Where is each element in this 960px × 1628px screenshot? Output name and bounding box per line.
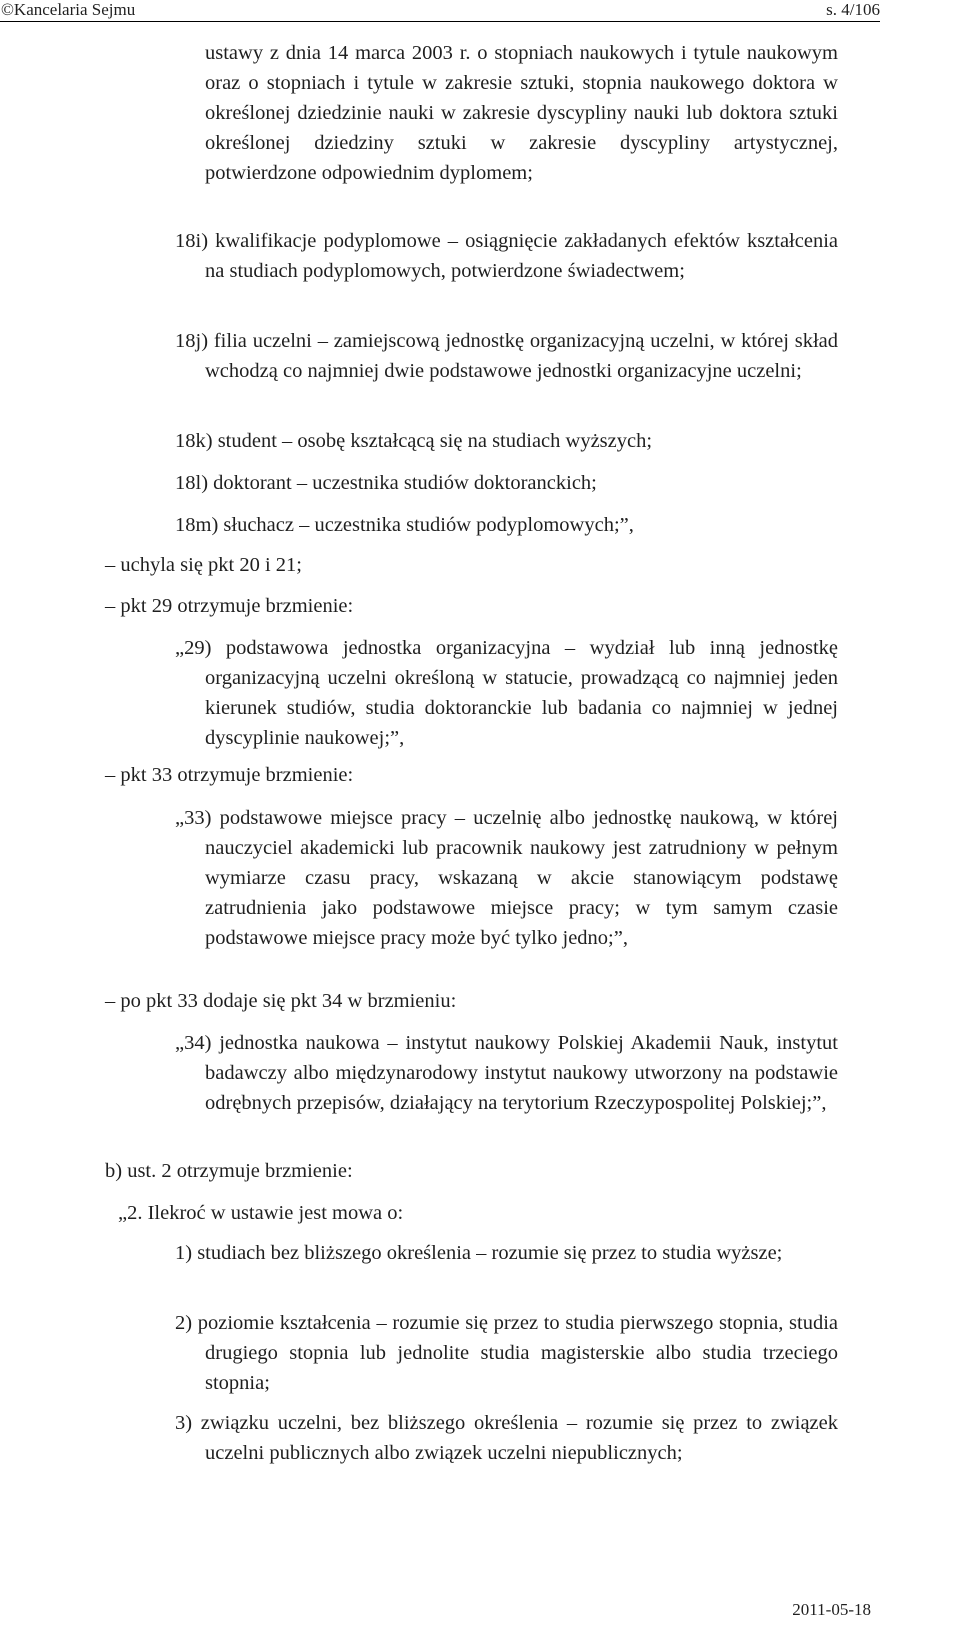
header-source: ©Kancelaria Sejmu bbox=[1, 0, 136, 19]
definition-text: 18k) student – osobę kształcącą się na studiach wyższych; bbox=[175, 430, 653, 452]
definition-text: „34) jednostka naukowa – instytut naukowy Polskiej Akademii Nauk, instytut badawczy albo międzynarodowy instytut naukowy utworzony na podstawie odrębnych przepisów, działający na terytorium Rzeczypospolitej Polskiej;”, bbox=[175, 1032, 838, 1114]
amendment-text: – pkt 33 otrzymuje brzmienie: bbox=[105, 764, 354, 786]
definition-text: 3) związku uczelni, bez bliższego określenia – rozumie się przez to związek uczelni publicznych albo związek uczelni niepublicznych; bbox=[175, 1412, 838, 1464]
definition-18j bbox=[175, 326, 838, 386]
definition-text: „33) podstawowe miejsce pracy – uczelnię albo jednostkę naukową, w której nauczyciel akademicki lub pracownik naukowy jest zatrudniony w pełnym wymiarze czasu pracy, wskazaną w akcie stanowiącym podstawę zatrudnienia jako podstawowe miejsce pracy; w tym samym czasie podstawowe miejsce pracy może być tylko jedno;”, bbox=[175, 807, 838, 949]
footer-date: 2011-05-18 bbox=[792, 1600, 871, 1619]
definition-3 bbox=[175, 1408, 838, 1468]
definition-18l bbox=[175, 468, 838, 498]
header-rule bbox=[0, 21, 880, 22]
amendment-intro-34 bbox=[105, 986, 838, 1016]
amendment-repeal bbox=[105, 550, 838, 580]
definition-text: 2) poziomie kształcenia – rozumie się przez to studia pierwszego stopnia, studia drugiego stopnia lub jednolite studia magisterskie albo studia trzeciego stopnia; bbox=[175, 1312, 838, 1394]
amendment-intro-29 bbox=[105, 591, 838, 621]
amendment-text: – uchyla się pkt 20 i 21; bbox=[105, 554, 303, 576]
amendment-b bbox=[105, 1156, 838, 1186]
definition-2 bbox=[175, 1308, 838, 1398]
paragraph-continuation bbox=[205, 38, 838, 188]
definition-text: 18i) kwalifikacje podyplomowe – osiągnięcie zakładanych efektów kształcenia na studiach podyplomowych, potwierdzone świadectwem; bbox=[175, 230, 838, 282]
definition-33 bbox=[175, 803, 838, 953]
amendment-text: b) ust. 2 otrzymuje brzmienie: bbox=[105, 1160, 353, 1182]
page-header bbox=[0, 0, 880, 22]
definition-text: 18j) filia uczelni – zamiejscową jednostkę organizacyjną uczelni, w której skład wchodzą co najmniej dwie podstawowe jednostki organizacyjne uczelni; bbox=[175, 330, 838, 382]
definition-1 bbox=[175, 1238, 838, 1268]
definition-18i bbox=[175, 226, 838, 286]
amendment-text: – pkt 29 otrzymuje brzmienie: bbox=[105, 595, 354, 617]
amendment-intro-33 bbox=[105, 760, 838, 790]
definition-text: 18m) słuchacz – uczestnika studiów podyplomowych;”, bbox=[175, 514, 634, 536]
definition-text: „29) podstawowa jednostka organizacyjna – wydział lub inną jednostkę organizacyjną uczelni określoną w statucie, prowadzącą co najmniej jeden kierunek studiów, studia doktoranckie lub badania co najmniej w jednej dyscyplinie naukowej;”, bbox=[175, 637, 838, 749]
definition-34 bbox=[175, 1028, 838, 1118]
definition-18m bbox=[175, 510, 838, 540]
paragraph-text: ustawy z dnia 14 marca 2003 r. o stopniach naukowych i tytule naukowym oraz o stopniach i tytule w zakresie sztuki, stopnia naukowego doktora w określonej dziedzinie nauki w zakresie dyscypliny nauki lub doktora sztuki określonej dziedziny sztuki w zakresie dyscypliny artystycznej, potwierdzone odpowiednim dyplomem; bbox=[205, 42, 838, 184]
header-page-number: s. 4/106 bbox=[826, 0, 880, 19]
definition-18k bbox=[175, 426, 838, 456]
section-text: „2. Ilekroć w ustawie jest mowa o: bbox=[118, 1202, 404, 1224]
definition-29 bbox=[175, 633, 838, 753]
definition-text: 1) studiach bez bliższego określenia – rozumie się przez to studia wyższe; bbox=[175, 1242, 783, 1264]
section-2-intro bbox=[118, 1198, 838, 1228]
definition-text: 18l) doktorant – uczestnika studiów doktoranckich; bbox=[175, 472, 597, 494]
amendment-text: – po pkt 33 dodaje się pkt 34 w brzmieniu: bbox=[105, 990, 457, 1012]
